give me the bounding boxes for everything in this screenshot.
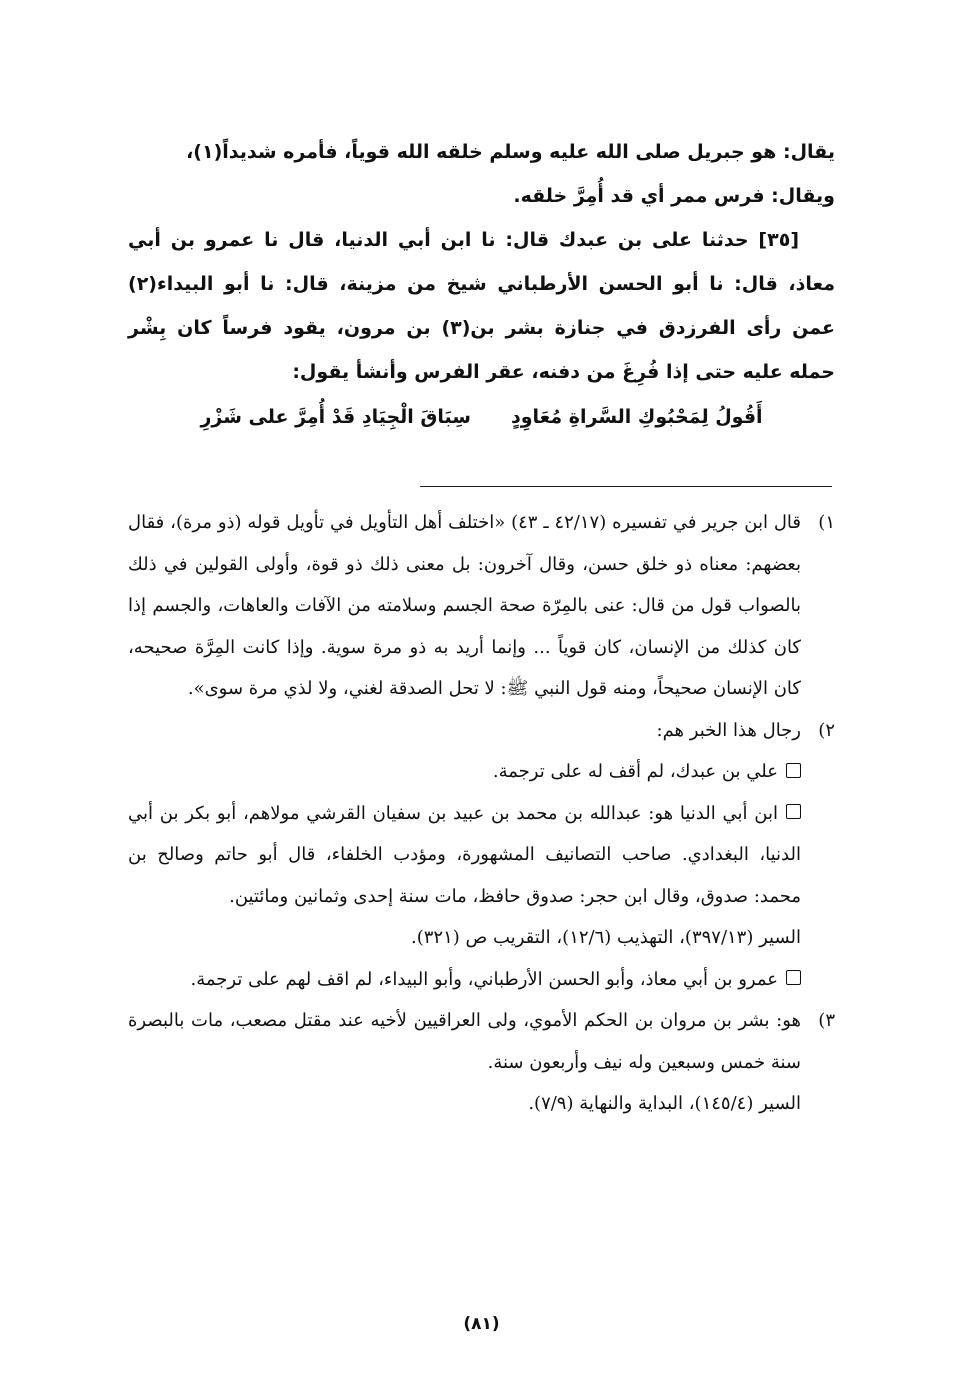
footnote-number: ٣): [818, 1010, 835, 1031]
checkbox-square-icon: [786, 804, 801, 819]
footnote-text: هو: بشر بن مروان بن الحكم الأموي، ولى العراقيين لأخيه عند مقتل مصعب، مات بالبصرة سنة خمس وسبعين وله نيف وأربعون سنة.: [128, 1010, 801, 1073]
list-item-text: عمرو بن أبي معاذ، وأبو الحسن الأرطباني، وأبو البيداء، لم اقف لهم على ترجمة.: [190, 968, 778, 990]
footnote-intro: رجال هذا الخبر هم:: [656, 719, 801, 741]
footnote-list-item: [128, 959, 801, 1001]
footnote-1: [128, 502, 835, 710]
footnote-references: السير (١٤٥/٤)، البداية والنهاية (٧/٩).: [528, 1093, 801, 1114]
footnote-number: ١): [818, 512, 835, 533]
poetry-verse: [128, 394, 835, 440]
page-number: (٨١): [463, 1314, 500, 1334]
footnote-list-item: [128, 793, 801, 918]
footnote-text: قال ابن جرير في تفسيره (٤٢/١٧ ـ ٤٣) «اختلف أهل التأويل في تأويل قوله (ذو مرة)، فقال بعضهم: معناه ذو خلق حسن، وقال آخرون: بل معنى ذلك ذو قوة، وأولى القولين في ذلك بالصواب قول من قال: عنى بالمِرّة صحة الجسم وسلامته من الآفات والعاهات، والجسم إذا كان كذلك من الإنسان، كان قوياً ... وإنما أريد به ذو مرة سوية. وإذا كانت المِرَّة صحيحه، كان الإنسان صحيحاً، ومنه قول النبي ﷺ: لا تحل الصدقة لغني، ولا لذي مرة سوى».: [128, 512, 802, 699]
verse-first-hemistich: أَقُولُ لِمَحْبُوكِ السَّراةِ مُعَاوِدٍ: [510, 406, 763, 428]
footnote-3: [128, 1000, 835, 1125]
main-paragraph-1-line-2: ويقال: فرس ممر أي قد أُمِرَّ خلقه.: [513, 185, 835, 207]
list-item-text: علي بن عبدك، لم أقف له على ترجمة.: [492, 761, 778, 782]
footnote-divider: [420, 486, 832, 487]
checkbox-square-icon: [786, 763, 801, 778]
main-text: [128, 130, 835, 440]
footnote-number: ٢): [818, 719, 835, 741]
main-paragraph-2: [٣٥] حدثنا على بن عبدك قال: نا ابن أبي الدنيا، قال نا عمرو بن أبي معاذ، قال: نا أبو الحسن الأرطباني شيخ من مزينة، قال: نا أبو البيداء(٢) عمن رأى الفرزدق في جنازة بشر بن(٣) بن مرون، يقود فرساً كان بِشْر حمله عليه حتى إذا فُرِغَ من دفنه، عقر الفرس وأنشأ يقول:: [128, 229, 835, 383]
footnote-references: السير (٣٩٧/١٣)، التهذيب (١٢/٦)، التقريب ص (٣٢١).: [411, 927, 801, 948]
verse-second-hemistich: سِبَاقَ الْجِيَادِ قَدْ أُمِرَّ على شَزْرِ: [200, 406, 471, 428]
list-item-text: ابن أبي الدنيا هو: عبدالله بن محمد بن عبيد بن سفيان القرشي مولاهم، أبو بكر بن أبي الدنيا، البغدادي. صاحب التصانيف المشهورة، ومؤدب الخلفاء، قال أبو حاتم وصالح بن محمد: صدوق، وقال ابن حجر: صدوق حافظ، مات سنة إحدى وثمانين ومائتين.: [128, 802, 801, 907]
footnotes: [128, 502, 835, 1125]
main-paragraph-1-line-1: يقال: هو جبريل صلى الله عليه وسلم خلقه الله قوياً، فأمره شديداً(١)،: [186, 141, 835, 163]
footnote-2: [128, 710, 835, 1001]
checkbox-square-icon: [786, 970, 801, 985]
footnote-list-item: [128, 751, 801, 793]
